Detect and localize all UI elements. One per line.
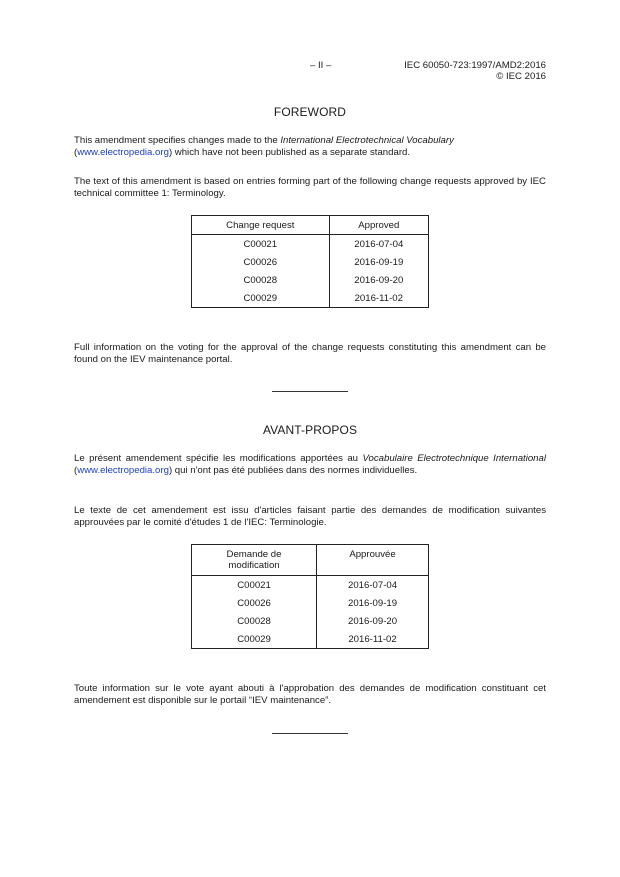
cell-approved: 2016-11-02 [329,289,428,308]
avant-propos-p1-emphasis: Vocabulaire Electrotechnique International [362,453,546,464]
cell-demande: C00021 [192,576,317,595]
avant-propos-title: AVANT-PROPOS [262,423,358,437]
col-header-approved: Approved [329,216,428,235]
avant-propos-p1-open: ( [74,464,78,476]
cell-change-request: C00029 [192,289,330,308]
table-row [192,253,429,271]
foreword-p1-open: ( [74,146,78,158]
cell-approuvee: 2016-11-02 [317,630,429,649]
cell-approuvee: 2016-07-04 [317,576,429,595]
demande-modification-table [191,544,429,649]
cell-demande: C00026 [192,594,317,612]
foreword-title: FOREWORD [273,105,347,119]
table-row [192,612,429,630]
table-header-row [192,216,429,235]
col-header-approuvee: Approuvée [317,545,429,576]
table-header-row [192,545,429,576]
col-header-demande-line2: modification [228,560,280,571]
col-header-demande [192,545,317,576]
copyright: © IEC 2016 [496,71,546,82]
table-row [192,289,429,308]
avant-propos-paragraph-1 [74,453,546,476]
table-row [192,630,429,649]
avant-propos-p1-after: ) qui n'ont pas été publiées dans des normes individuelles. [168,464,418,476]
foreword-paragraph-1 [74,135,546,158]
cell-approved: 2016-09-19 [329,253,428,271]
table-row [192,271,429,289]
cell-approuvee: 2016-09-20 [317,612,429,630]
cell-approved: 2016-07-04 [329,235,428,254]
foreword-p1-text: This amendment specifies changes made to the [74,135,281,146]
electropedia-link[interactable]: www.electropedia.org [77,146,169,158]
col-header-change-request: Change request [192,216,330,235]
page-header [74,60,546,84]
cell-approuvee: 2016-09-19 [317,594,429,612]
avant-propos-paragraph-2: Le texte de cet amendement est issu d'articles faisant partie des demandes de modification suivantes approuvées par le comité d'études 1 de l'IEC: Terminologie. [74,505,546,528]
cell-demande: C00029 [192,630,317,649]
foreword-p1-after: ) which have not been published as a separate standard. [168,146,411,158]
cell-demande: C00028 [192,612,317,630]
electropedia-link[interactable]: www.electropedia.org [77,464,169,476]
foreword-p1-emphasis: International Electrotechnical Vocabulary [280,135,454,146]
cell-change-request: C00028 [192,271,330,289]
page-number: – II – [310,60,332,71]
section-divider [272,733,348,734]
section-divider [272,391,348,392]
table-row [192,235,429,254]
cell-approved: 2016-09-20 [329,271,428,289]
cell-change-request: C00026 [192,253,330,271]
foreword-paragraph-3: Full information on the voting for the approval of the change requests constituting this amendment can be found on the IEV maintenance portal. [74,342,546,365]
table-row [192,594,429,612]
foreword-paragraph-2: The text of this amendment is based on entries forming part of the following change requests approved by IEC technical committee 1: Terminology. [74,176,546,199]
document-reference [404,60,546,82]
change-request-table [191,215,429,308]
avant-propos-p1-text: Le présent amendement spécifie les modifications apportées au [74,453,363,464]
table-row [192,576,429,595]
doc-ref: IEC 60050-723:1997/AMD2:2016 [404,60,546,71]
cell-change-request: C00021 [192,235,330,254]
col-header-demande-line1: Demande de [226,549,282,560]
avant-propos-paragraph-3: Toute information sur le vote ayant abouti à l'approbation des demandes de modification constituant cet amendement est disponible sur le portail “IEV maintenance”. [74,683,546,706]
